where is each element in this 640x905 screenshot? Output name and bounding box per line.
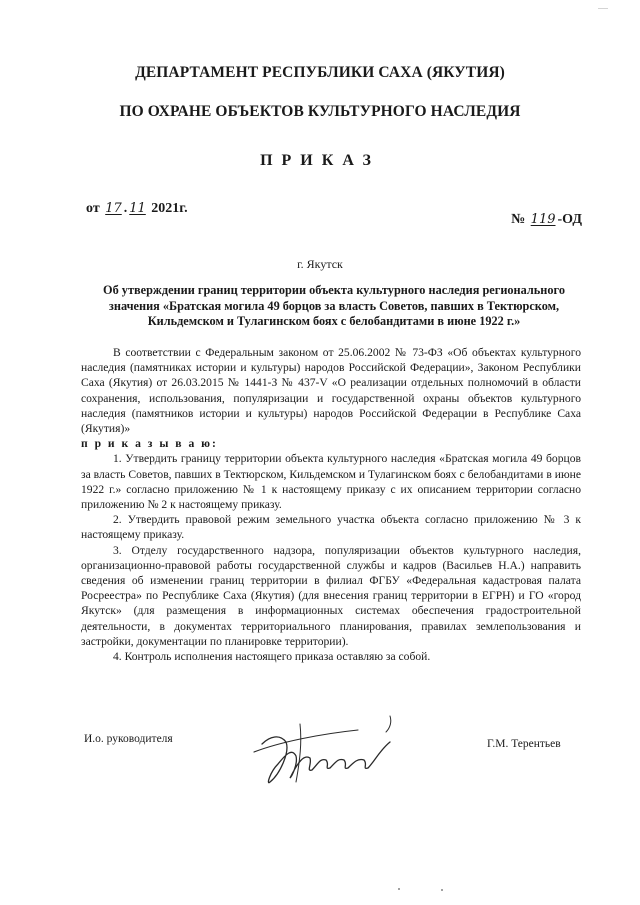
handwritten-signature	[240, 712, 410, 792]
scan-artifact	[598, 8, 608, 9]
order-item-1: 1. Утвердить границу территории объекта культурного наследия «Братская могила 49 борцов за власть Советов, павших в Тектюрском, Кильдемском и Тулагинском боях с белобандитами в июне 1922 г.» согласно приложению № 1 к настоящему приказу с их описанием территории согласно приложению № 2 к настоящему приказу.	[81, 452, 581, 512]
signer-position: И.о. руководителя	[84, 733, 173, 745]
number-suffix: -ОД	[557, 212, 582, 227]
order-date: от 17 . 11 2021г.	[86, 201, 188, 216]
department-name-line2: ПО ОХРАНЕ ОБЪЕКТОВ КУЛЬТУРНОГО НАСЛЕДИЯ	[119, 103, 521, 120]
order-item-2: 2. Утвердить правовой режим земельного участка объекта согласно приложению № 3 к настоящему приказу.	[81, 513, 581, 542]
scan-artifact	[398, 888, 400, 890]
order-number	[511, 212, 582, 228]
preamble-paragraph: В соответствии с Федеральным законом от 25.06.2002 № 73-ФЗ «Об объектах культурного наследия (памятниках истории и культуры) народов Российской Федерации», Законом Республики Саха (Якутия) от 26.03.2015 № 1441-З № 437-V «О реализации отдельных полномочий в области сохранения, использования, популяризации и государственной охраны объектов культурного наследия (памятников истории и культуры) народов Российской Федерации в Республике Саха (Якутия)»	[81, 346, 581, 436]
scan-artifact	[441, 889, 443, 891]
order-subject: Об утверждении границ территории объекта культурного наследия регионального значения «Братская могила 49 борцов за власть Советов, павших в Тектюрском, Кильдемском и Тулагинском боях с белобандитами в июне 1922 г.»	[103, 283, 565, 329]
order-item-3: 3. Отделу государственного надзора, популяризации объектов культурного наследия, организационно-правовой работы государственной службы и кадров (Васильев Н.А.) направить сведения об изменении границ территории в филиал ФГБУ «Федеральная кадастровая палата Росреестра» по Республике Саха (Якутия) (для внесения границ территории в ЕГРН) и ГО «город Якутск» (для размещения в информационных системах обеспечения градостроительной деятельности, в документах территориального планирования, правилах землепользования и застройки, документации по планировке территории).	[81, 543, 581, 648]
date-prefix: от	[86, 201, 100, 216]
date-month: 11	[129, 201, 146, 216]
decree-paragraph	[81, 436, 581, 451]
date-suffix: 2021г.	[151, 201, 188, 216]
date-day: 17	[105, 201, 122, 216]
signer-name: Г.М. Терентьев	[487, 738, 561, 750]
order-item-4: 4. Контроль исполнения настоящего приказа оставляю за собой.	[113, 650, 431, 664]
department-name-line1: ДЕПАРТАМЕНТ РЕСПУБЛИКИ САХА (ЯКУТИЯ)	[135, 64, 505, 81]
order-body	[81, 345, 581, 664]
order-title: ПРИКАЗ	[260, 152, 380, 169]
number-value: 119	[530, 212, 556, 227]
number-prefix: №	[511, 212, 526, 227]
city-line: г. Якутск	[297, 257, 343, 271]
decree-word: п р и к а з ы в а ю:	[81, 437, 218, 451]
